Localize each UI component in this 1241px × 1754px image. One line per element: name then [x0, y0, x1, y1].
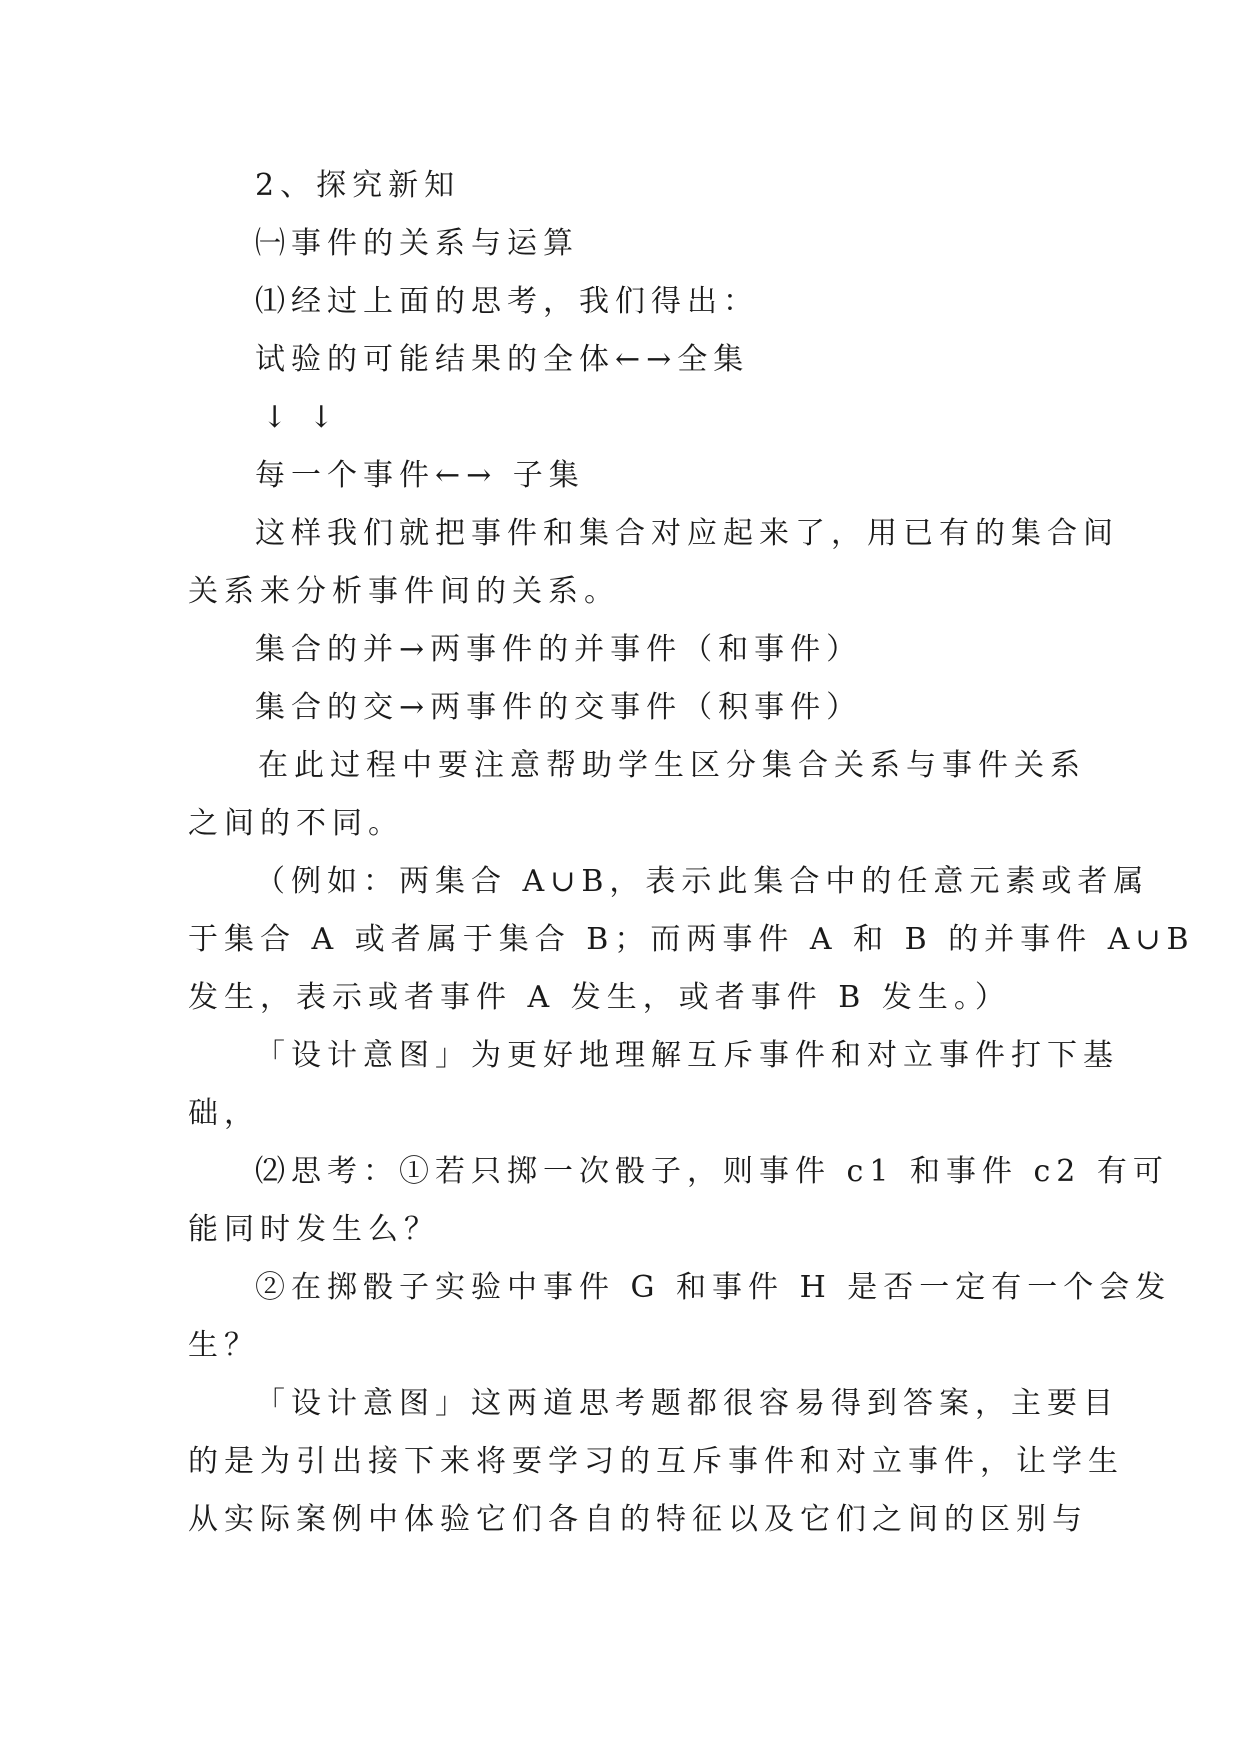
- paragraph-line: 生？: [188, 1328, 260, 1363]
- paragraph-line: ⑴经过上面的思考，我们得出：: [255, 284, 759, 319]
- paragraph-line: 从实际案例中体验它们各自的特征以及它们之间的区别与: [188, 1502, 1088, 1537]
- paragraph-line: 的是为引出接下来将要学习的互斥事件和对立事件，让学生: [188, 1444, 1124, 1479]
- paragraph-line: 「设计意图」这两道思考题都很容易得到答案，主要目: [255, 1386, 1119, 1421]
- arrow-line: ↓ ↓: [262, 400, 340, 435]
- paragraph-line: 能同时发生么？: [188, 1212, 440, 1247]
- subsection-heading: ㈠事件的关系与运算: [255, 226, 579, 261]
- paragraph-line: 础，: [188, 1096, 260, 1131]
- paragraph-line: ⑵思考：①若只掷一次骰子，则事件 c1 和事件 c2 有可: [255, 1154, 1169, 1189]
- paragraph-line: 之间的不同。: [188, 806, 404, 841]
- paragraph-line: 于集合 A 或者属于集合 B；而两事件 A 和 B 的并事件 A∪B: [188, 922, 1195, 957]
- paragraph-line: 集合的并→两事件的并事件（和事件）: [255, 632, 863, 667]
- paragraph-line: 这样我们就把事件和集合对应起来了，用已有的集合间: [255, 516, 1119, 551]
- paragraph-line: 试验的可能结果的全体←→全集: [255, 342, 750, 377]
- paragraph-line: 每一个事件←→ 子集: [255, 458, 585, 493]
- paragraph-line: 「设计意图」为更好地理解互斥事件和对立事件打下基: [255, 1038, 1119, 1073]
- paragraph-line: 关系来分析事件间的关系。: [188, 574, 620, 609]
- paragraph-line: （例如：两集合 A∪B，表示此集合中的任意元素或者属: [255, 864, 1150, 899]
- paragraph-line: 发生，表示或者事件 A 发生，或者事件 B 发生。）: [188, 980, 1011, 1015]
- paragraph-line: 集合的交→两事件的交事件（积事件）: [255, 690, 863, 725]
- paragraph-line: ②在掷骰子实验中事件 G 和事件 H 是否一定有一个会发: [255, 1270, 1172, 1305]
- paragraph-line: 在此过程中要注意帮助学生区分集合关系与事件关系: [258, 748, 1086, 783]
- section-heading: 2、探究新知: [255, 168, 461, 203]
